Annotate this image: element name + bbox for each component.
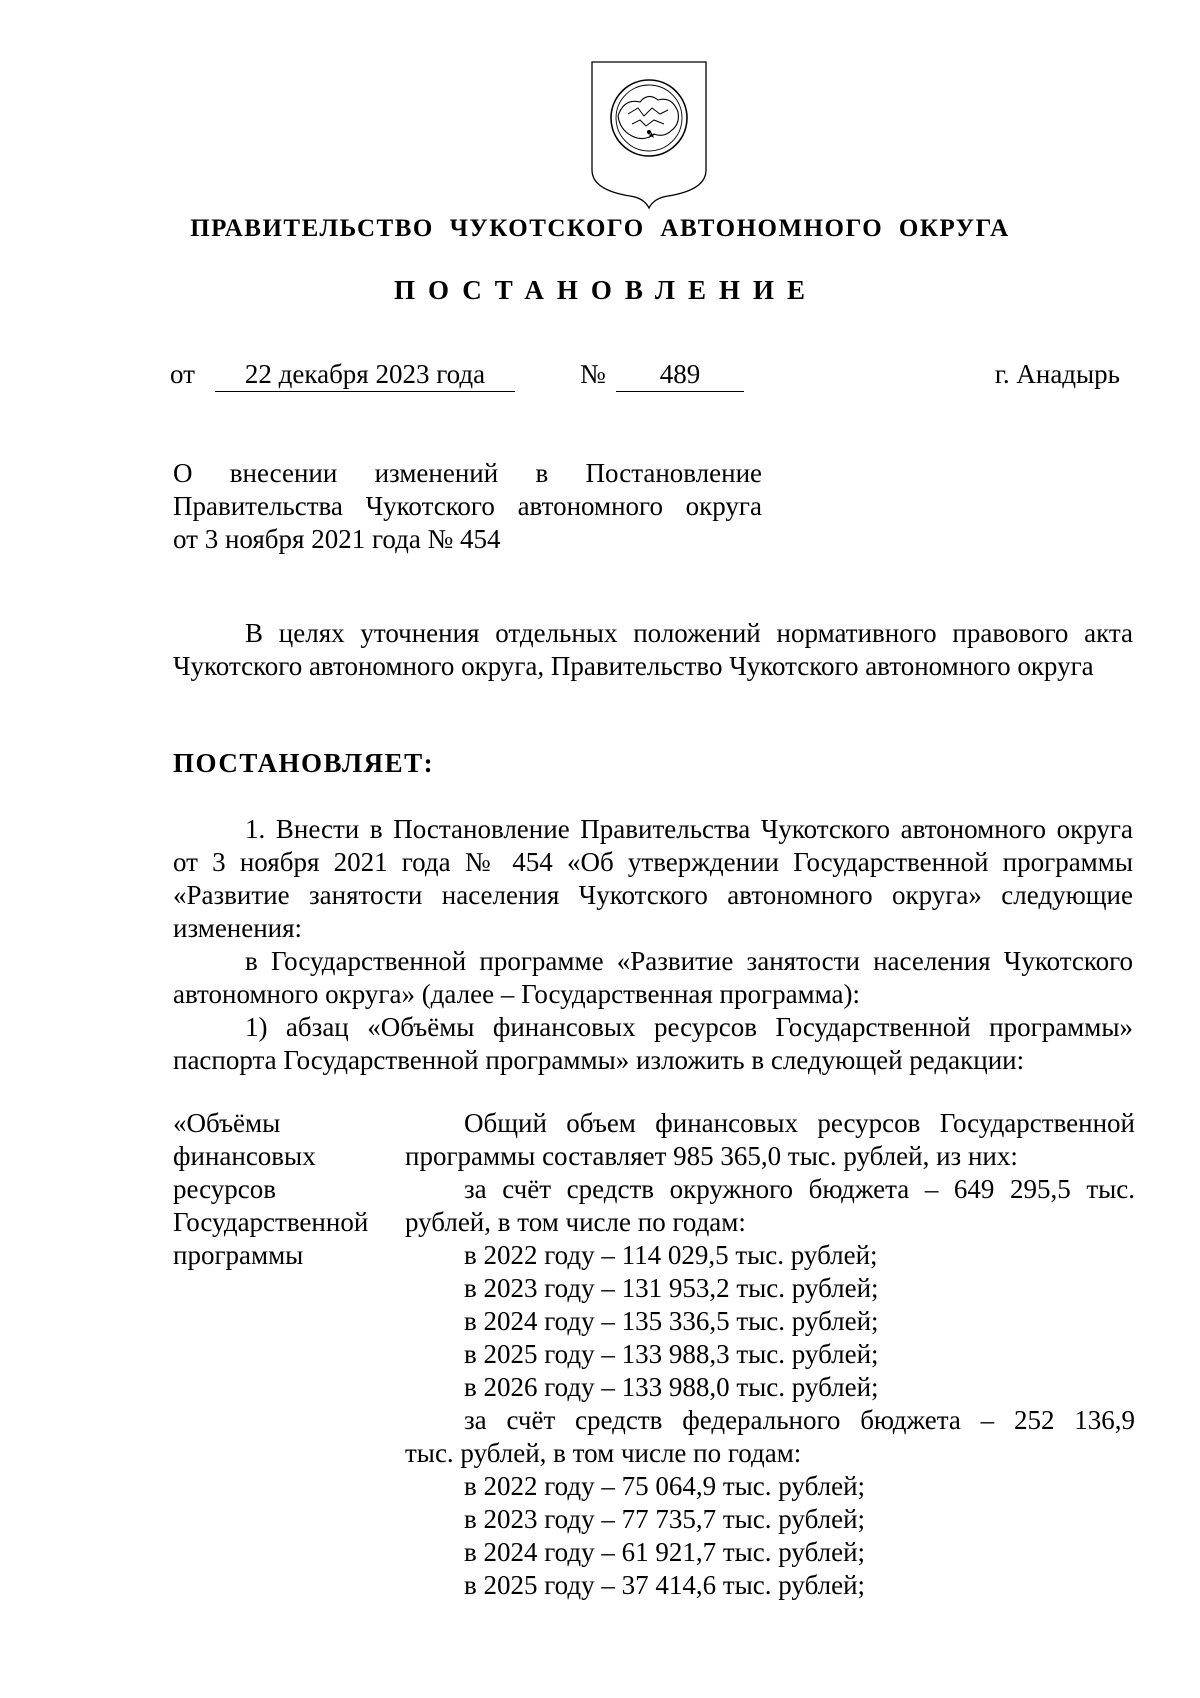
label-line: финансовых — [173, 1141, 316, 1171]
regional-year: в 2023 году – 131 953,2 тыс. рублей; — [464, 1273, 879, 1303]
paragraph-3: 1) абзац «Объёмы финансовых ресурсов Государственной программы» паспорта Государственной программы» изложить в следующей редакции: — [173, 1012, 1133, 1075]
federal-year: в 2023 году – 77 735,7 тыс. рублей; — [464, 1504, 866, 1534]
label-line: «Объёмы — [173, 1108, 281, 1138]
label-line: Государственной — [173, 1207, 369, 1237]
subject-line: от 3 ноября 2021 года № 454 — [173, 524, 501, 554]
coat-of-arms-icon — [588, 58, 710, 210]
document-date: 22 декабря 2023 года — [215, 357, 515, 392]
total-line: Общий объем финансовых ресурсов Государственной — [464, 1108, 1135, 1138]
subject-line: Правительства Чукотского автономного округа — [173, 491, 762, 521]
main-paragraphs — [173, 813, 1133, 1077]
funding-table-label — [173, 1107, 388, 1272]
total-line: программы составляет 985 365,0 тыс. рублей, из них: — [405, 1141, 1018, 1171]
document-type: ПОСТАНОВЛЕНИЕ — [393, 275, 819, 305]
federal-year: в 2024 году – 61 921,7 тыс. рублей; — [464, 1537, 866, 1567]
paragraph-1: 1. Внести в Постановление Правительства Чукотского автономного округа от 3 ноября 2021 года № 454 «Об утверждении Государственной программы «Развитие занятости населения Чукотского автономного округа» следующие изменения: — [173, 814, 1133, 943]
document-number: 489 — [616, 357, 744, 392]
federal-line: тыс. рублей, в том числе по годам: — [405, 1438, 802, 1468]
decree-word: ПОСТАНОВЛЯЕТ: — [173, 748, 435, 778]
date-prefix: от — [170, 359, 195, 389]
federal-year: в 2022 году – 75 064,9 тыс. рублей; — [464, 1471, 866, 1501]
federal-year: в 2025 году – 37 414,6 тыс. рублей; — [464, 1570, 866, 1600]
government-name: ПРАВИТЕЛЬСТВО ЧУКОТСКОГО АВТОНОМНОГО ОКРУГА — [190, 215, 1010, 242]
regional-year: в 2026 году – 133 988,0 тыс. рублей; — [464, 1372, 879, 1402]
preamble-text: В целях уточнения отдельных положений нормативного правового акта Чукотского автономного округа, Правительство Чукотского автономного округа — [173, 618, 1133, 681]
label-line: ресурсов — [173, 1174, 277, 1204]
subject-line: О внесении изменений в Постановление — [173, 458, 762, 488]
paragraph-2: в Государственной программе «Развитие занятости населения Чукотского автономного округа» (далее – Государственная программа): — [173, 946, 1133, 1009]
funding-table-content — [405, 1107, 1135, 1602]
document-subject — [173, 457, 762, 556]
regional-year: в 2024 году – 135 336,5 тыс. рублей; — [464, 1306, 879, 1336]
regional-year: в 2025 году – 133 988,3 тыс. рублей; — [464, 1339, 879, 1369]
document-city: г. Анадырь — [994, 359, 1120, 389]
regional-line: рублей, в том числе по годам: — [405, 1207, 746, 1237]
regional-year: в 2022 году – 114 029,5 тыс. рублей; — [464, 1240, 878, 1270]
regional-line: за счёт средств окружного бюджета – 649 295,5 тыс. — [464, 1174, 1135, 1204]
preamble-block — [173, 617, 1133, 683]
federal-line: за счёт средств федерального бюджета – 252 136,9 — [464, 1405, 1135, 1435]
number-sign: № — [580, 359, 606, 389]
label-line: программы — [173, 1240, 304, 1270]
